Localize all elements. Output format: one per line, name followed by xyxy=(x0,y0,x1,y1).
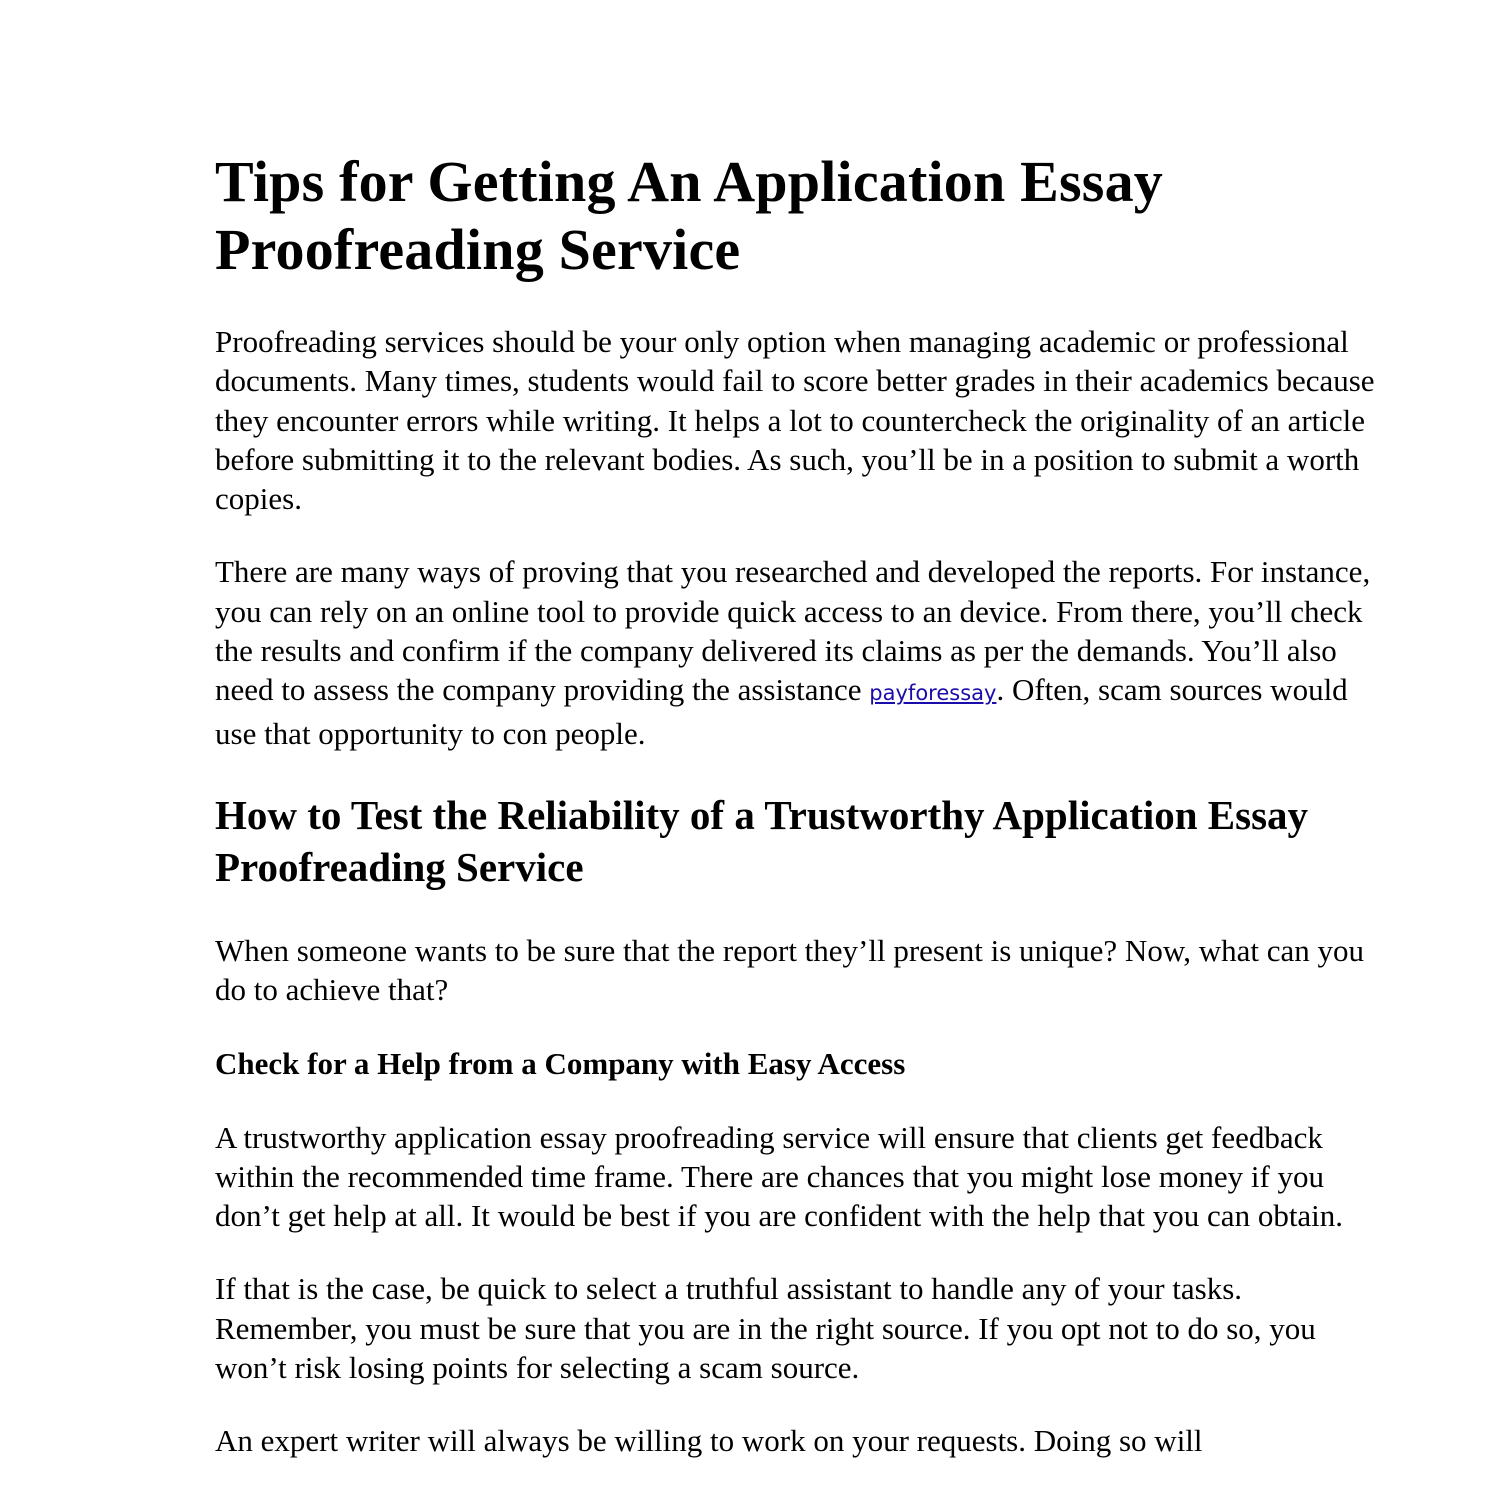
payforessay-link[interactable]: payforessay xyxy=(869,681,997,706)
document-body xyxy=(215,148,1390,1461)
paragraph-text-after-link: . Often, scam sources would use that opportunity to con people. xyxy=(215,672,1348,751)
paragraph-expert-writer: An expert writer will always be willing to work on your requests. Doing so will xyxy=(215,1423,1203,1459)
section-heading-reliability: How to Test the Reliability of a Trustworthy Application Essay Proofreading Service xyxy=(215,791,1309,890)
document-title: Tips for Getting An Application Essay Proofreading Service xyxy=(215,149,1163,282)
paragraph-intro: Proofreading services should be your only option when managing academic or professional documents. Many times, students would fail to score better grades in their academics because they encounter errors while writing. It helps a lot to countercheck the originality of an article before submitting it to the relevant bodies. As such, you’ll be in a position to submit a worth copies. xyxy=(215,324,1375,517)
subsection-heading-easy-access: Check for a Help from a Company with Easy Access xyxy=(215,1045,906,1081)
paragraph-unique-report: When someone wants to be sure that the report they’ll present is unique? Now, what can you do to achieve that? xyxy=(215,932,1364,1008)
paragraph-truthful-assistant: If that is the case, be quick to select a truthful assistant to handle any of your tasks. Remember, you must be sure that you are in the right source. If you opt not to do so, you won’t risk losing points for selecting a scam source. xyxy=(215,1271,1316,1386)
paragraph-text-before-link: There are many ways of proving that you researched and developed the reports. For instance, you can rely on an online tool to provide quick access to an device. From there, you’ll check the results and confirm if the company delivered its claims as per the demands. You’ll also need to assess the company providing the assistance xyxy=(215,554,1371,708)
paragraph-proving-research xyxy=(215,552,1390,752)
paragraph-trustworthy-service: A trustworthy application essay proofreading service will ensure that clients get feedback within the recommended time frame. There are chances that you might lose money if you don’t get help at all. It would be best if you are confident with the help that you can obtain. xyxy=(215,1119,1344,1234)
